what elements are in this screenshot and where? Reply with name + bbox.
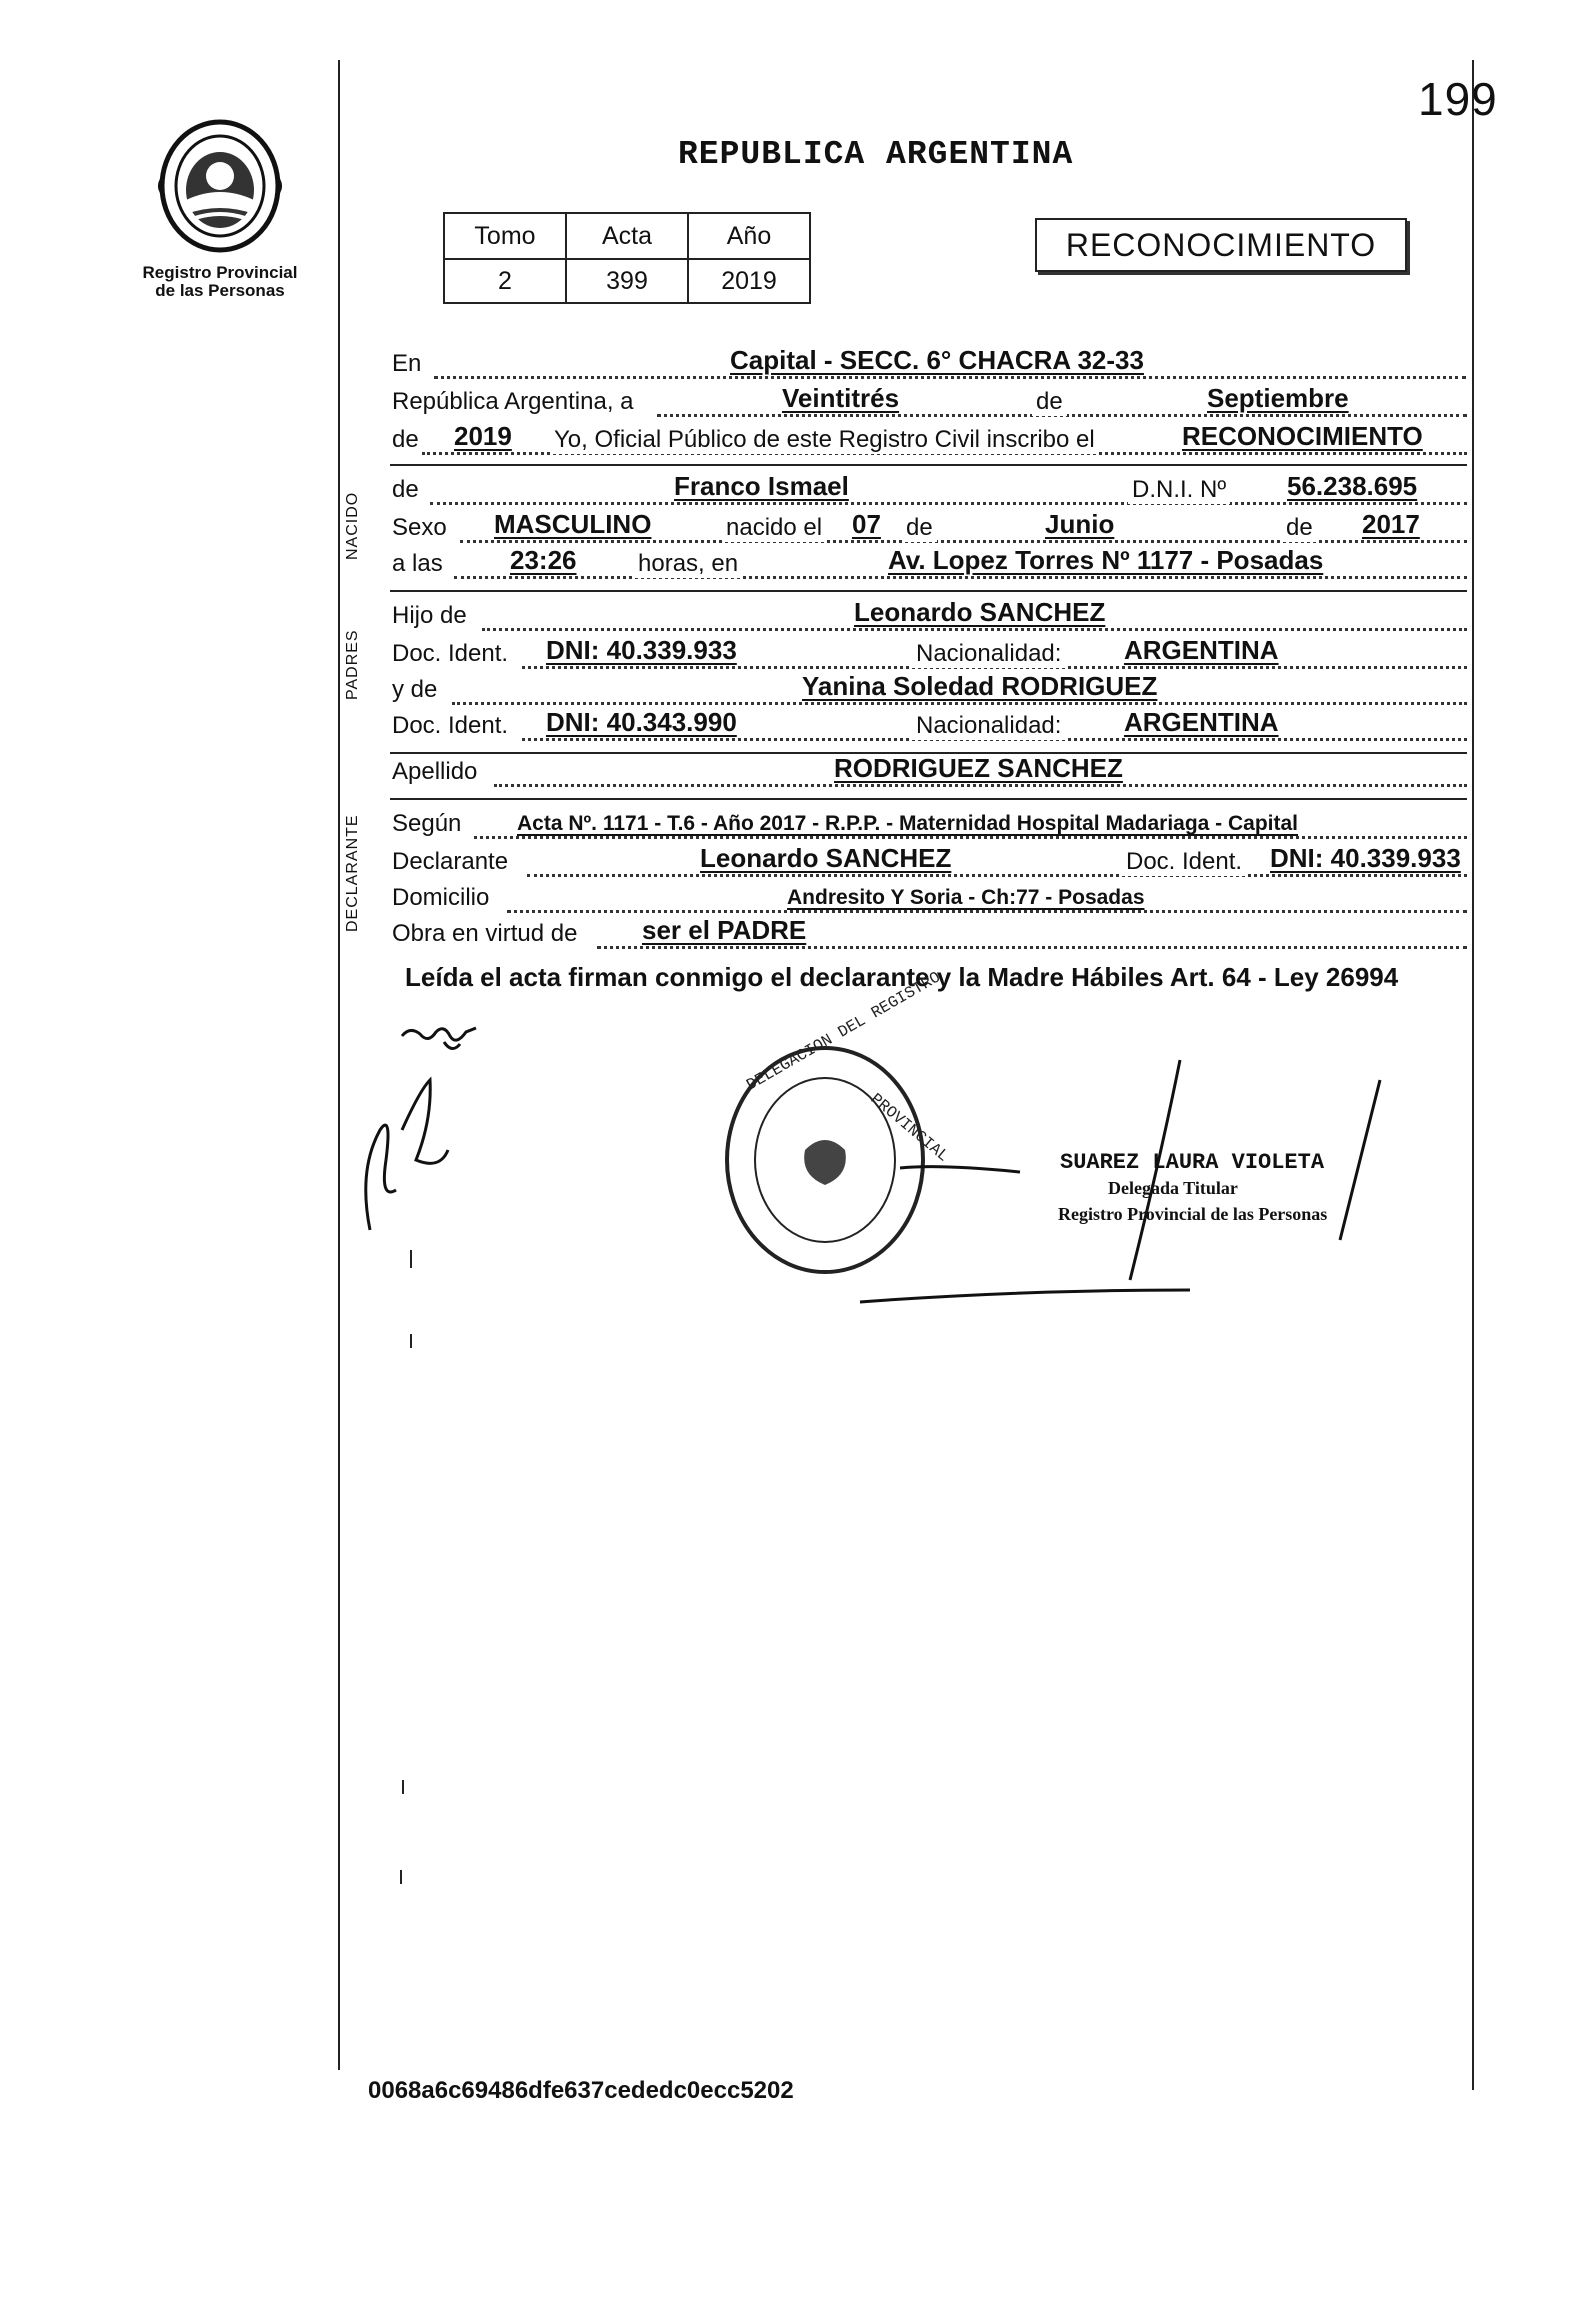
registration-day: Veintitrés (782, 383, 900, 413)
father-doc: DNI: 40.339.933 (546, 635, 737, 665)
birth-place: Av. Lopez Torres Nº 1177 - Posadas (888, 545, 1324, 575)
child-sex: MASCULINO (494, 509, 652, 539)
line-father-name: Hijo de Leonardo SANCHEZ (392, 592, 1467, 636)
page-number: 199 (1418, 73, 1498, 125)
official-name: SUAREZ LAURA VIOLETA (1060, 1150, 1325, 1175)
document-hash: 0068a6c69486dfe637cededc0ecc5202 (368, 2077, 794, 2104)
registry-logo (140, 118, 300, 300)
section-label-padres: PADRES (344, 629, 361, 700)
source-record: Acta Nº. 1171 - T.6 - Año 2017 - R.P.P. - Maternidad Hospital Madariaga - Capital (517, 812, 1299, 835)
declarant-address: Andresito Y Soria - Ch:77 - Posadas (787, 886, 1145, 909)
mother-doc: DNI: 40.343.990 (546, 707, 737, 737)
birth-month: Junio (1045, 509, 1115, 539)
line-nacido-name: de Franco Ismael D.N.I. Nº 56.238.695 (392, 466, 1467, 510)
section-label-nacido: NACIDO (344, 491, 361, 560)
birth-year: 2017 (1362, 509, 1420, 539)
line-official: de 2019 Yo, Oficial Público de este Registro Civil inscribo el RECONOCIMIENTO (392, 416, 1467, 460)
declarant-name: Leonardo SANCHEZ (700, 843, 952, 873)
table-header-ano: Año (688, 213, 810, 259)
line-mother-name: y de Yanina Soledad RODRIGUEZ (392, 666, 1467, 710)
mother-nationality: ARGENTINA (1124, 707, 1279, 737)
logo-caption-line1: Registro Provincial (142, 263, 298, 282)
place-of-registration: Capital - SECC. 6° CHACRA 32-33 (730, 345, 1144, 375)
declarant-relationship: ser el PADRE (642, 915, 807, 945)
child-dni: 56.238.695 (1287, 471, 1418, 501)
line-nacido-time: a las 23:26 horas, en Av. Lopez Torres Nº 1177 - Posadas (392, 540, 1467, 584)
logo-caption-line2: de las Personas (155, 281, 285, 300)
registration-month: Septiembre (1207, 383, 1349, 413)
line-segun: Según Acta Nº. 1171 - T.6 - Año 2017 - R.P.P. - Maternidad Hospital Madariaga - Capital (392, 800, 1467, 844)
country-title: REPUBLICA ARGENTINA (678, 136, 1074, 173)
line-nacido-sexo: Sexo MASCULINO nacido el 07 de Junio de 2017 (392, 504, 1467, 548)
line-declarante: Declarante Leonardo SANCHEZ Doc. Ident. DNI: 40.339.933 (392, 838, 1467, 882)
act-type-box: RECONOCIMIENTO (1035, 218, 1407, 272)
declarant-signature-icon (340, 1020, 520, 1240)
closing-statement: Leída el acta firman conmigo el declarante y la Madre Hábiles Art. 64 - Ley 26994 (405, 962, 1399, 992)
declarant-doc: DNI: 40.339.933 (1270, 843, 1461, 873)
line-domicilio: Domicilio Andresito Y Soria - Ch:77 - Posadas (392, 874, 1467, 918)
provincial-seal-icon (155, 118, 285, 258)
mother-name: Yanina Soledad RODRIGUEZ (802, 671, 1158, 701)
registration-year: 2019 (454, 421, 512, 451)
registry-table (443, 212, 811, 304)
table-value-tomo: 2 (444, 259, 566, 303)
table-value-acta: 399 (566, 259, 688, 303)
line-father-doc: Doc. Ident. DNI: 40.339.933 Nacionalidad: ARGENTINA (392, 630, 1467, 674)
line-apellido: Apellido RODRIGUEZ SANCHEZ (392, 748, 1467, 792)
section-label-declarante: DECLARANTE (344, 814, 361, 932)
birth-time: 23:26 (510, 545, 577, 575)
line-mother-doc: Doc. Ident. DNI: 40.343.990 Nacionalidad: ARGENTINA (392, 702, 1467, 746)
right-margin-line (1472, 60, 1474, 2090)
birth-day: 07 (852, 509, 881, 539)
official-role: Delegada Titular (1108, 1178, 1238, 1198)
table-value-ano: 2019 (688, 259, 810, 303)
official-institution: Registro Provincial de las Personas (1058, 1204, 1328, 1224)
svg-text:DELEGACION DEL REGISTRO: DELEGACION DEL REGISTRO (743, 968, 944, 1095)
father-nationality: ARGENTINA (1124, 635, 1279, 665)
table-header-acta: Acta (566, 213, 688, 259)
table-header-tomo: Tomo (444, 213, 566, 259)
svg-text:PROVINCIAL: PROVINCIAL (866, 1090, 952, 1166)
child-name: Franco Ismael (674, 471, 849, 501)
child-surname: RODRIGUEZ SANCHEZ (834, 753, 1123, 783)
line-obra: Obra en virtud de ser el PADRE (392, 910, 1467, 954)
en-label: En (392, 350, 422, 377)
father-name: Leonardo SANCHEZ (854, 597, 1106, 627)
line-republica: República Argentina, a Veintitrés de Septiembre (392, 378, 1467, 422)
record-kind: RECONOCIMIENTO (1182, 421, 1423, 451)
